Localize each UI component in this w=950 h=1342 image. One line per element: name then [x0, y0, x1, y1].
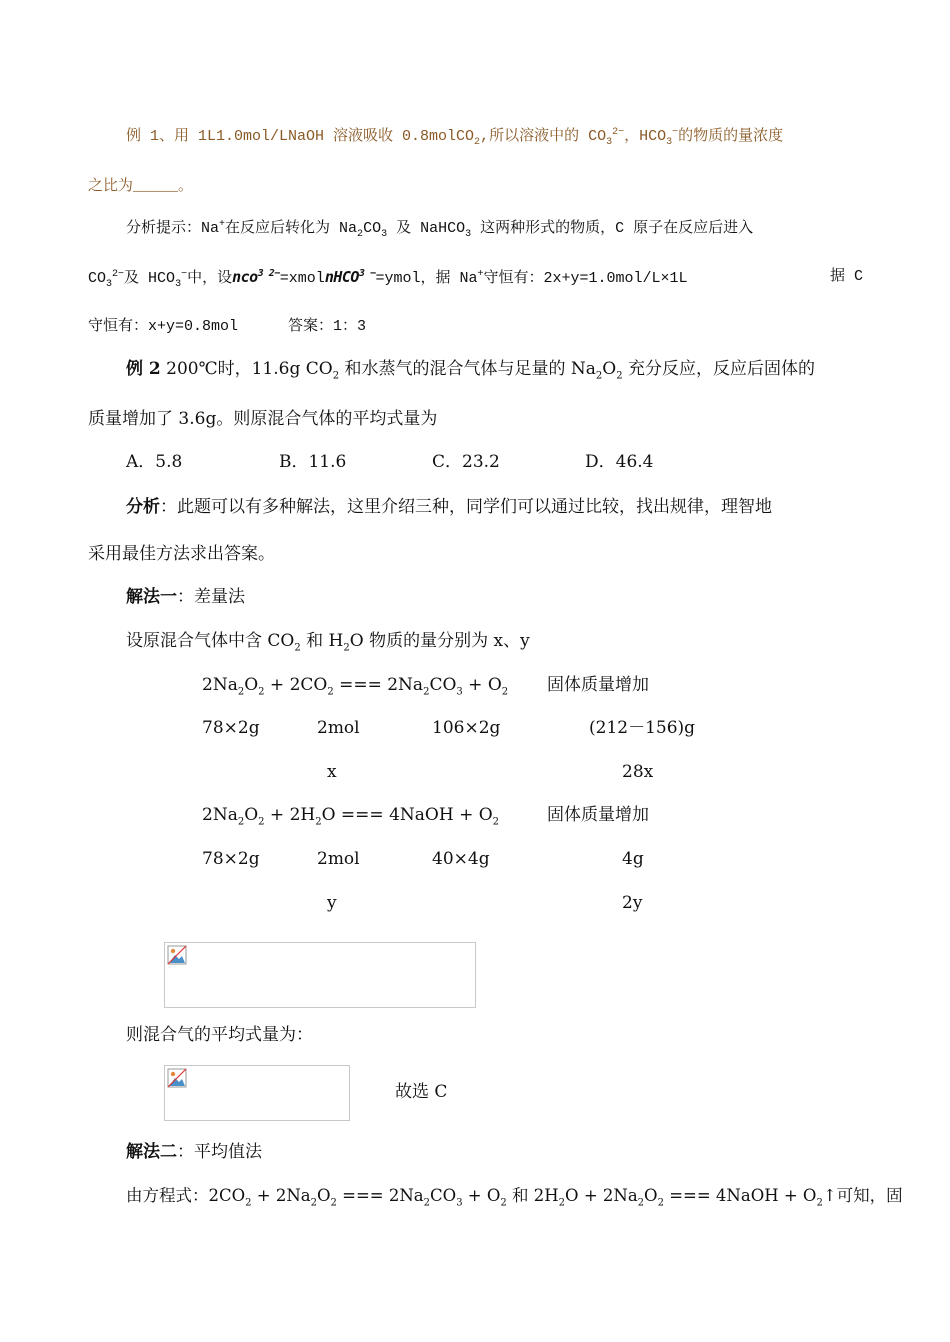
subscript: 2 — [332, 370, 340, 382]
subscript: 2 — [816, 1197, 823, 1209]
analysis2-line2: 采用最佳方法求出答案。 — [88, 544, 275, 564]
subscript: 3 — [106, 279, 113, 290]
eq2-r1c2: 2mol — [317, 849, 360, 869]
analysis2-label: 分析 — [126, 497, 160, 517]
subscript: 3 — [465, 229, 472, 240]
eq2-r2c4: 2y — [622, 893, 643, 913]
subscript: 2 — [343, 642, 350, 654]
text: 分析提示：Na — [126, 220, 220, 237]
eq2-r1c4: 4g — [622, 849, 644, 869]
analysis2-line1 — [126, 496, 772, 518]
superscript: − — [672, 127, 679, 138]
subscript: 2 — [501, 686, 509, 698]
text: 和 H — [300, 631, 344, 651]
superscript: − — [181, 269, 188, 280]
subscript: 2 — [423, 1197, 431, 1209]
text: 这两种形式的物质，C 原子在反应后进入 — [471, 220, 754, 237]
eq1-r2c4: 28x — [622, 762, 654, 782]
text: === 4NaOH + O — [663, 1186, 817, 1205]
average-label: 则混合气的平均式量为： — [126, 1025, 313, 1045]
subscript: 2 — [237, 816, 245, 828]
text: 和水蒸气的混合气体与足量的 Na — [339, 359, 596, 379]
eq1-r1c1: 78×2g — [202, 718, 260, 738]
example1-line2: 之比为_____。 — [88, 178, 194, 195]
text: nco — [232, 268, 258, 286]
eq2-r1c3: 40×4g — [432, 849, 490, 869]
eq1-r1c3: 106×2g — [432, 718, 501, 738]
text: ↑可知，固 — [822, 1186, 903, 1205]
subscript: 2 — [245, 1197, 252, 1209]
method1-setup — [126, 630, 530, 652]
text: 及 HCO — [124, 270, 176, 287]
method1-heading — [126, 586, 245, 608]
superscript: + — [219, 219, 226, 230]
text: CO — [88, 270, 107, 287]
text: O + 2Na — [565, 1186, 638, 1205]
n-hco3-symbol — [325, 268, 376, 286]
text: =ymol，据 Na — [375, 270, 478, 287]
superscript: 3 2− — [257, 268, 280, 279]
text: 2Na — [202, 675, 238, 695]
equation1 — [202, 674, 508, 696]
text: CO — [429, 675, 457, 695]
example2-line1 — [126, 358, 815, 380]
text: ：平均值法 — [177, 1142, 262, 1162]
text: 和 2H — [506, 1186, 559, 1205]
text: + O — [462, 675, 502, 695]
subscript: 2 — [423, 686, 430, 698]
text: ,所以溶液中的 CO — [480, 128, 607, 145]
subscript: 2 — [595, 370, 603, 382]
subscript: 2 — [327, 686, 334, 698]
eq1-r1c4: (212－156)g — [589, 718, 696, 738]
subscript: 2 — [315, 816, 322, 828]
equation2 — [202, 804, 499, 826]
text: + 2Na — [251, 1186, 311, 1205]
text: O — [602, 359, 617, 379]
equation1-note: 固体质量增加 — [547, 675, 649, 695]
method2-label: 解法二 — [126, 1142, 177, 1162]
text: 设原混合气体中含 CO — [126, 631, 295, 651]
text: O 物质的量分别为 x、y — [349, 631, 530, 651]
option-d: D．46.4 — [585, 452, 654, 472]
text: 在反应后转化为 Na — [225, 220, 358, 237]
text: 200℃时，11.6g CO — [160, 359, 333, 379]
subscript: 2 — [558, 1197, 566, 1209]
text: O — [244, 805, 259, 825]
subscript: 2 — [294, 642, 301, 654]
text: ：差量法 — [177, 587, 245, 607]
subscript: 2 — [237, 686, 245, 698]
analysis1-answer: 答案：1：3 — [288, 318, 367, 335]
example2-line2: 质量增加了 3.6g。则原混合气体的平均式量为 — [88, 409, 438, 429]
example2-label: 例 2 — [126, 359, 161, 379]
superscript: + — [477, 269, 484, 280]
option-b: B．11.6 — [279, 452, 347, 472]
text: === 2Na — [336, 1186, 424, 1205]
method1-label: 解法一 — [126, 587, 177, 607]
text: 守恒有：2x+y=1.0mol/L×1L — [483, 270, 688, 287]
subscript: 2 — [474, 137, 481, 148]
eq1-r1c2: 2mol — [317, 718, 360, 738]
text: O — [644, 1186, 658, 1205]
example1-line1 — [126, 126, 783, 148]
subscript: 2 — [657, 1197, 664, 1209]
text: + O — [462, 1186, 501, 1205]
text: =xmol — [279, 270, 325, 287]
broken-image-icon — [167, 1068, 187, 1088]
broken-image-icon — [167, 945, 187, 965]
eq1-r2c2: x — [327, 762, 337, 782]
equation2-note: 固体质量增加 — [547, 805, 649, 825]
eq2-r1c1: 78×2g — [202, 849, 260, 869]
analysis1-line2 — [88, 266, 688, 290]
subscript: 2 — [357, 229, 364, 240]
text: === 2Na — [333, 675, 424, 695]
text: 2Na — [202, 805, 238, 825]
subscript: 2 — [258, 686, 265, 698]
select-answer: 故选 C — [395, 1082, 448, 1102]
subscript: 3 — [456, 1197, 463, 1209]
text: 守恒有：x+y=0.8mol — [88, 318, 239, 335]
subscript: 3 — [666, 137, 673, 148]
subscript: 2 — [310, 1197, 317, 1209]
text: CO — [363, 220, 382, 237]
text: + 2CO — [264, 675, 328, 695]
text: O — [244, 675, 259, 695]
subscript: 2 — [330, 1197, 337, 1209]
eq2-r2c2: y — [327, 893, 337, 913]
formula-image-placeholder-2 — [164, 1065, 350, 1121]
text: 由方程式：2CO — [126, 1186, 246, 1205]
subscript: 3 — [606, 137, 613, 148]
text: O === 4NaOH + O — [321, 805, 493, 825]
text: CO — [430, 1186, 457, 1205]
subscript: 2 — [637, 1197, 645, 1209]
subscript: 3 — [456, 686, 463, 698]
subscript: 3 — [175, 279, 182, 290]
text: 例 1、用 1L1.0mol/LNaOH 溶液吸收 0.8molCO — [126, 128, 475, 145]
text: O — [317, 1186, 331, 1205]
superscript: 2− — [612, 127, 625, 138]
text: 的物质的量浓度 — [678, 128, 784, 145]
subscript: 2 — [492, 816, 500, 828]
superscript: 2− — [112, 269, 125, 280]
n-co3-symbol — [232, 268, 280, 286]
subscript: 2 — [616, 370, 623, 382]
text: 充分反应，反应后固体的 — [622, 359, 815, 379]
superscript: 3 − — [358, 268, 376, 279]
option-c: C．23.2 — [432, 452, 500, 472]
analysis1-line1 — [126, 218, 753, 240]
formula-image-placeholder — [164, 942, 476, 1008]
text: 中，设 — [187, 270, 233, 287]
subscript: 3 — [381, 229, 388, 240]
method2-heading — [126, 1141, 262, 1163]
analysis1-line2-end: 据 C — [830, 268, 864, 285]
text: ，HCO — [624, 128, 667, 145]
text: nHCO — [324, 268, 359, 286]
option-a: A．5.8 — [126, 452, 183, 472]
text: ：此题可以有多种解法，这里介绍三种，同学们可以通过比较，找出规律，理智地 — [160, 497, 772, 517]
text: 及 NaHCO — [387, 220, 466, 237]
analysis1-line3 — [88, 316, 238, 338]
subscript: 2 — [258, 816, 265, 828]
subscript: 2 — [500, 1197, 507, 1209]
text: + 2H — [264, 805, 316, 825]
method2-line1 — [126, 1185, 903, 1207]
